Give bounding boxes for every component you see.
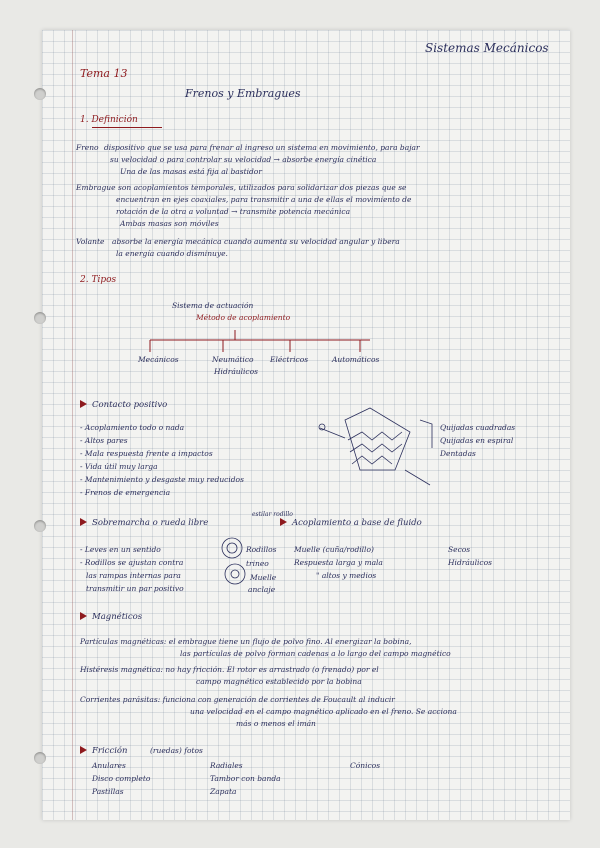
friccion-item: Tambor con banda bbox=[210, 774, 281, 783]
contacto-heading: Contacto positivo bbox=[92, 400, 168, 410]
magneticos-para: campo magnético establecido por la bobina bbox=[196, 677, 362, 686]
sobremarcha-word: Muelle bbox=[250, 573, 277, 582]
contacto-type: Dentadas bbox=[440, 449, 476, 458]
contacto-type: Quijadas en espiral bbox=[440, 436, 514, 445]
tree-leaf: Hidráulicos bbox=[214, 367, 258, 376]
section-arrow-icon bbox=[80, 518, 87, 526]
magneticos-para: Partículas magnéticas: el embrague tiene un flujo de polvo fino. Al energizar la bobina, bbox=[80, 637, 412, 646]
volante-line: absorbe la energía mecánica cuando aumenta su velocidad angular y libera bbox=[112, 237, 400, 246]
contacto-bullet: - Mala respuesta frente a impactos bbox=[80, 449, 213, 458]
magneticos-para: las partículas de polvo forman cadenas a lo largo del campo magnético bbox=[180, 649, 451, 658]
friccion-item: Zapata bbox=[210, 787, 237, 796]
fluido-line: Muelle (cuña/rodillo) bbox=[294, 545, 374, 554]
fluido-type: Hidráulicos bbox=[448, 558, 492, 567]
friccion-item: Radiales bbox=[210, 761, 243, 770]
tree-leaf: Mecánicos bbox=[138, 355, 179, 364]
sobremarcha-heading: Sobremarcha o rueda libre bbox=[92, 518, 209, 528]
fluido-heading: Acoplamiento a base de fluido bbox=[292, 518, 422, 528]
subject-title: Sistemas Mecánicos bbox=[425, 41, 549, 55]
embrague-line: son acoplamientos temporales, utilizados para solidarizar dos piezas que se bbox=[118, 183, 407, 192]
sobremarcha-word: anclaje bbox=[248, 585, 276, 594]
page-title: Frenos y Embragues bbox=[185, 87, 301, 100]
fluido-type: Secos bbox=[448, 545, 471, 554]
contacto-bullet: - Mantenimiento y desgaste muy reducidos bbox=[80, 475, 244, 484]
friccion-item: Anulares bbox=[92, 761, 126, 770]
freno-line: dispositivo que se usa para frenar al ingreso un sistema en movimiento, para bajar bbox=[104, 143, 420, 152]
friccion-heading-extra: (ruedas) fotos bbox=[150, 746, 203, 755]
tree-leaf: Automáticos bbox=[332, 355, 380, 364]
tree-root: Sistema de actuación bbox=[172, 301, 254, 310]
magneticos-heading: Magnéticos bbox=[92, 612, 143, 622]
topic-label: Tema 13 bbox=[80, 67, 128, 80]
friccion-heading: Fricción bbox=[92, 746, 128, 756]
embrague-line: Ambas masas son móviles bbox=[120, 219, 219, 228]
tree-leaf: Neumático bbox=[212, 355, 254, 364]
friccion-item: Disco completo bbox=[92, 774, 151, 783]
section1-heading: 1. Definición bbox=[80, 115, 138, 125]
magneticos-para: Histéresis magnética: no hay fricción. El rotor es arrastrado (o frenado) por el bbox=[80, 665, 379, 674]
contacto-bullet: - Acoplamiento todo o nada bbox=[80, 423, 185, 432]
volante-label: Volante bbox=[76, 237, 105, 246]
section-arrow-icon bbox=[80, 400, 87, 408]
tree-leaf: Eléctricos bbox=[270, 355, 309, 364]
magneticos-para: una velocidad en el campo magnético aplicado en el freno. Se acciona bbox=[190, 707, 457, 716]
section2-heading: 2. Tipos bbox=[80, 275, 117, 285]
sobremarcha-word: trineo bbox=[246, 559, 269, 568]
tree-root-sub: Método de acoplamiento bbox=[196, 313, 291, 322]
embrague-line: encuentran en ejes coaxiales, para transmitir a una de ellas el movimiento de bbox=[116, 195, 412, 204]
embrague-line: rotación de la otra a voluntad → transmite potencia mecánica bbox=[116, 207, 351, 216]
volante-line: la energía cuando disminuye. bbox=[116, 249, 228, 258]
sobremarcha-line: - Leves en un sentido bbox=[80, 545, 161, 554]
section-arrow-icon bbox=[80, 746, 87, 754]
contacto-bullet: - Frenos de emergencia bbox=[80, 488, 171, 497]
sobremarcha-note: estilar rodillo bbox=[252, 511, 293, 518]
sobremarcha-line: transmitir un par positivo bbox=[86, 584, 184, 593]
magneticos-para: más o menos el imán bbox=[236, 719, 316, 728]
contacto-type: Quijadas cuadradas bbox=[440, 423, 516, 432]
section-arrow-icon bbox=[280, 518, 287, 526]
fluido-line: Respuesta larga y mala bbox=[294, 558, 383, 567]
contacto-bullet: - Altos pares bbox=[80, 436, 128, 445]
freno-line: su velocidad o para controlar su velocidad → absorbe energía cinética bbox=[110, 155, 377, 164]
friccion-item: Cónicos bbox=[350, 761, 381, 770]
magneticos-para: Corrientes parásitas: funciona con generación de corrientes de Foucault al inducir bbox=[80, 695, 395, 704]
freno-label: Freno bbox=[76, 143, 99, 152]
contacto-bullet: - Vida útil muy larga bbox=[80, 462, 158, 471]
sobremarcha-word: Rodillos bbox=[246, 545, 277, 554]
embrague-label: Embrague bbox=[76, 183, 116, 192]
friccion-item: Pastillas bbox=[92, 787, 124, 796]
sobremarcha-line: las rampas internas para bbox=[86, 571, 181, 580]
freno-line: Una de las masas está fija al bastidor bbox=[120, 167, 262, 176]
fluido-line: " altos y medios bbox=[316, 571, 377, 580]
section-arrow-icon bbox=[80, 612, 87, 620]
sobremarcha-line: - Rodillos se ajustan contra bbox=[80, 558, 184, 567]
